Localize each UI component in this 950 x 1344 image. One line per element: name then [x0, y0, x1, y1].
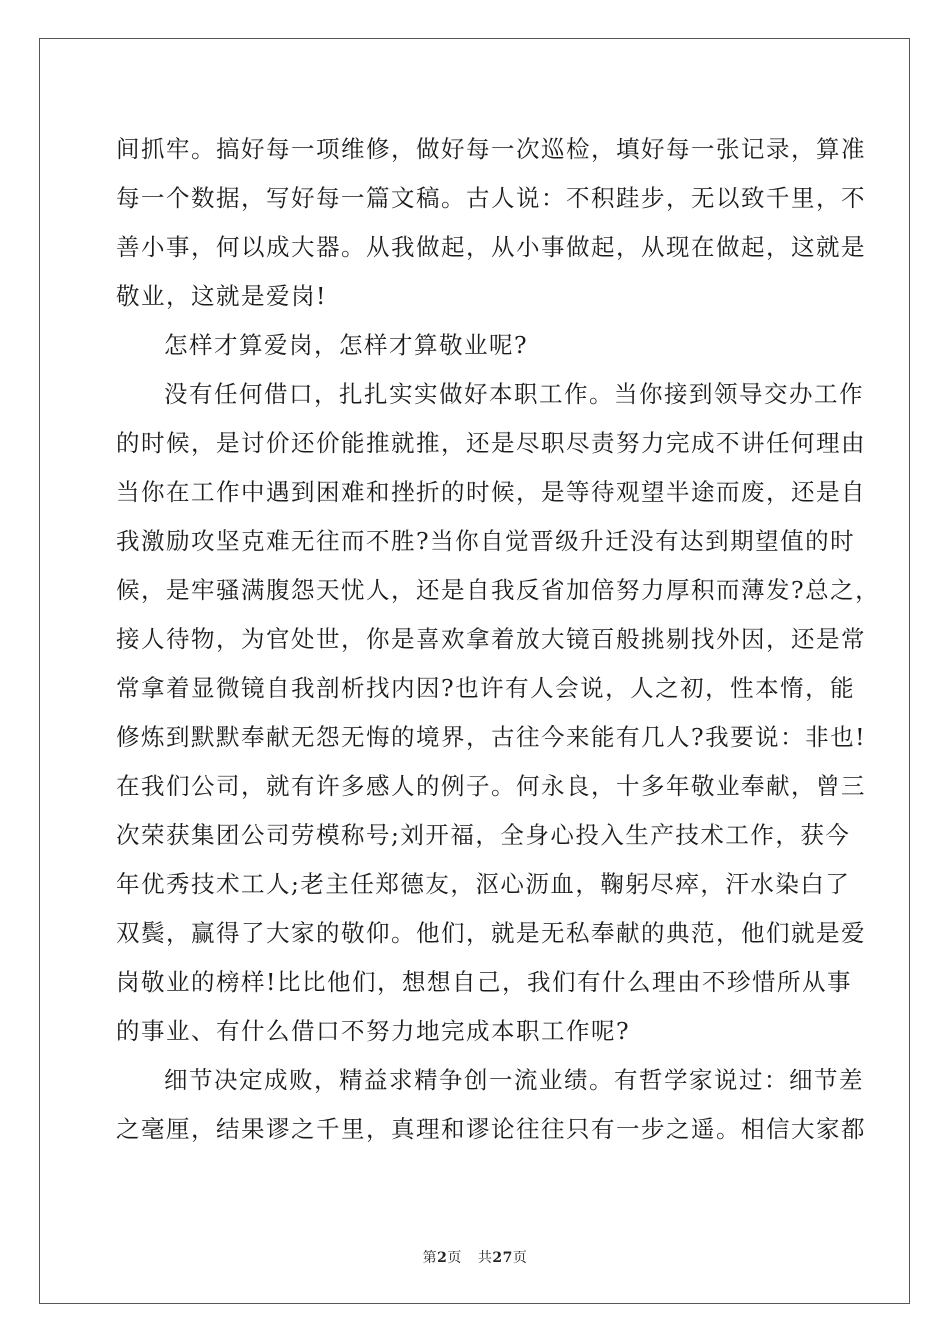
text-line: 当你在工作中遇到困难和挫折的时候，是等待观望半途而废，还是自	[116, 478, 866, 506]
text-line: 的事业、有什么借口不努力地完成本职工作呢?	[116, 1017, 631, 1045]
total-suffix: 页	[512, 1250, 528, 1266]
text-line: 每一个数据，写好每一篇文稿。古人说：不积跬步，无以致千里，不	[116, 184, 866, 212]
text-line: 双鬓，赢得了大家的敬仰。他们，就是无私奉献的典范，他们就是爱	[116, 919, 866, 947]
text-line: 次荣获集团公司劳模称号;刘开福，全身心投入生产技术工作，获今	[116, 821, 851, 849]
text-line: 年优秀技术工人;老主任郑德友，沤心沥血，鞠躬尽瘁，汗水染白了	[116, 870, 851, 898]
text-line: 常拿着显微镜自我剖析找内因?也许有人会说，人之初，性本惰，能	[116, 674, 856, 702]
text-line: 在我们公司，就有许多感人的例子。何永良，十多年敬业奉献，曾三	[116, 772, 866, 800]
text-line: 的时候，是讨价还价能推就推，还是尽职尽责努力完成不讲任何理由	[116, 429, 866, 457]
text-line: 岗敬业的榜样!比比他们，想想自己，我们有什么理由不珍惜所从事	[116, 968, 852, 996]
text-line: 我激励攻坚克难无往而不胜?当你自觉晋级升迁没有达到期望值的时	[116, 527, 856, 555]
text-line: 候，是牢骚满腹怨天忧人，还是自我反省加倍努力厚积而薄发?总之，	[116, 576, 881, 604]
text-line: 间抓牢。搞好每一项维修，做好每一次巡检，填好每一张记录，算准	[116, 135, 866, 163]
page-footer	[0, 1247, 950, 1267]
page-prefix: 第	[422, 1250, 438, 1266]
text-line: 之毫厘，结果谬之千里，真理和谬论往往只有一步之遥。相信大家都	[116, 1115, 866, 1143]
text-line: 怎样才算爱岗，怎样才算敬业呢?	[164, 331, 529, 359]
page-suffix: 页	[447, 1250, 462, 1266]
total-prefix: 共	[477, 1250, 493, 1266]
text-line: 修炼到默默奉献无怨无悔的境界，古往今来能有几人?我要说：非也!	[116, 723, 867, 751]
document-body	[116, 125, 881, 1154]
page-number: 2	[437, 1250, 448, 1266]
text-line: 没有任何借口，扎扎实实做好本职工作。当你接到领导交办工作	[164, 380, 864, 408]
text-line: 善小事，何以成大器。从我做起，从小事做起，从现在做起，这就是	[116, 233, 866, 261]
text-line: 敬业，这就是爱岗!	[116, 282, 327, 310]
text-line: 接人待物，为官处世，你是喜欢拿着放大镜百般挑剔找外因，还是常	[116, 625, 866, 653]
total-pages: 27	[492, 1250, 513, 1266]
text-line: 细节决定成败，精益求精争创一流业绩。有哲学家说过：细节差	[164, 1066, 864, 1094]
